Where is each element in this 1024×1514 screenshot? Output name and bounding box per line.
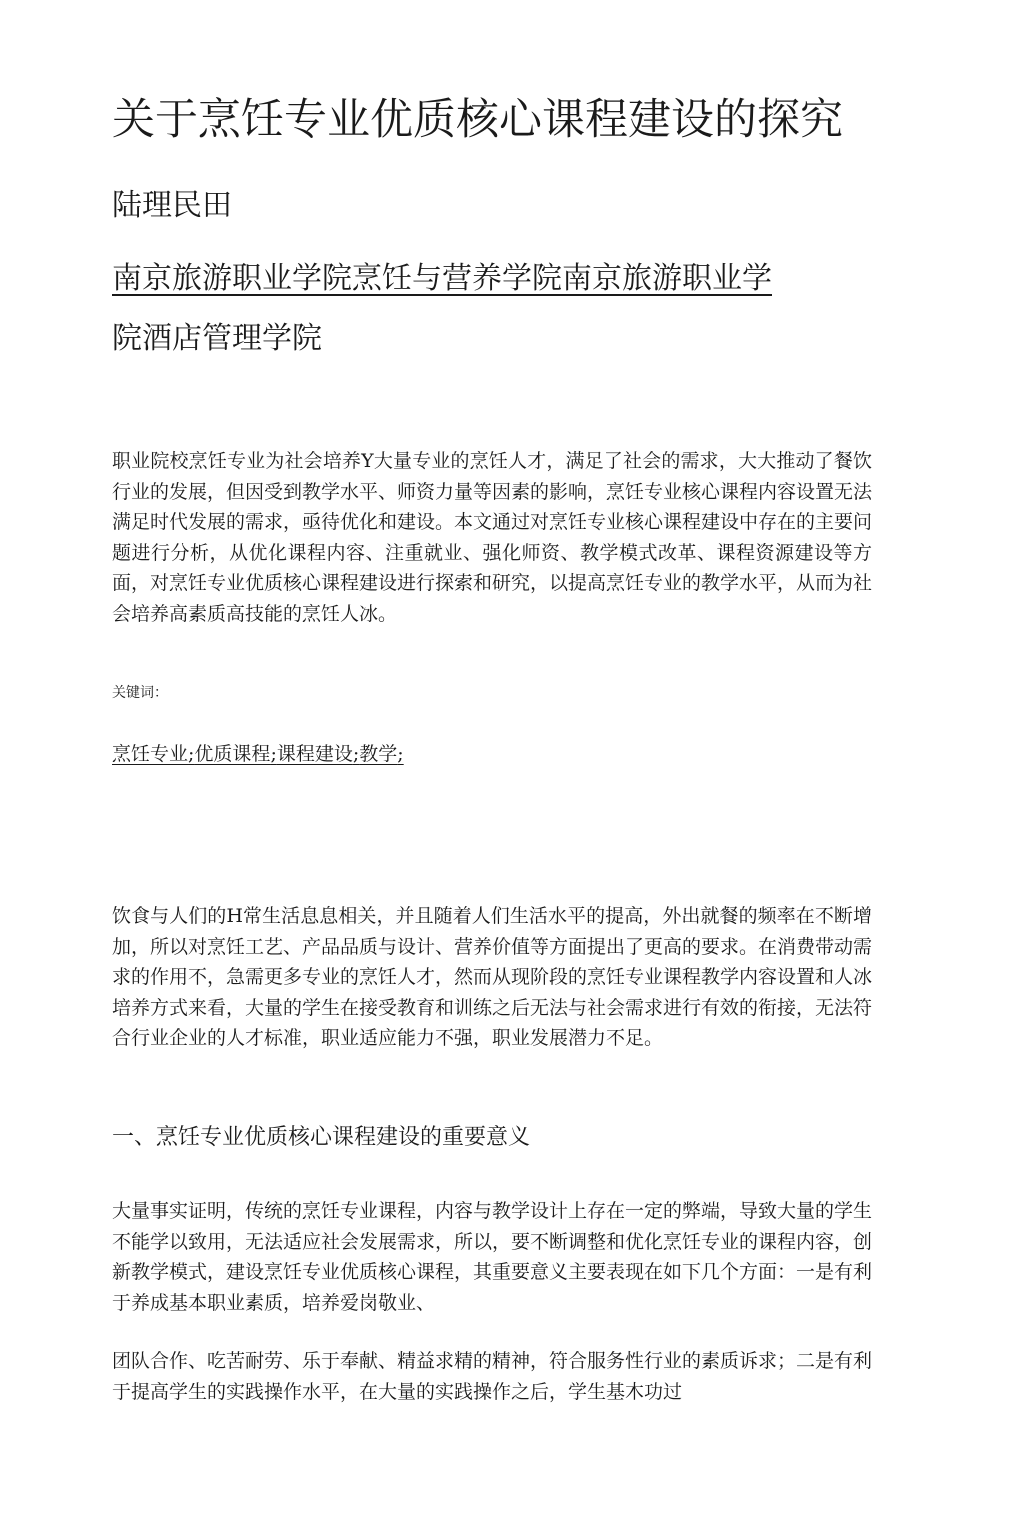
keyword-link[interactable]: 优质课程 [194, 743, 271, 765]
article-affiliation [112, 249, 892, 369]
affiliation-link[interactable]: 南京旅游职业学院烹饪与营养学院南京旅游职业学 [112, 261, 772, 296]
body-paragraph: 大量事实证明，传统的烹饪专业课程，内容与教学设计上存在一定的弊端，导致大量的学生不能学以致用，无法适应社会发展需求，所以，要不断调整和优化烹饪专业的课程内容，创新教学模式，建设烹饪专业优质核心课程，其重要意义主要表现在如下几个方面：一是有利于养成基本职业素质，培养爱岗敬业、 [112, 1200, 873, 1314]
keywords-list [112, 740, 404, 768]
intro-paragraph: 饮食与人们的H常生活息息相关，并且随着人们生活水平的提高，外出就餐的频率在不断增加，所以对烹饪工艺、产品品质与设计、营养价值等方面提出了更高的要求。在消费带动需求的作用不，急需更多专业的烹饪人才，然而从现阶段的烹饪专业课程教学内容设置和人冰培养方式来看，大量的学生在接受教育和训练之后无法与社会需求进行有效的衔接，无法符合行业企业的人才标准，职业适应能力不强，职业发展潜力不足。 [112, 905, 873, 1049]
keyword-separator: ; [188, 743, 195, 765]
body-paragraph: 团队合作、吃苦耐劳、乐于奉献、精益求精的精神，符合服务性行业的素质诉求；二是有利于提高学生的实践操作水平，在大量的实践操作之后，学生基木功过 [112, 1350, 873, 1403]
keyword-link[interactable]: 教学 [359, 743, 398, 765]
keyword-link[interactable]: 课程建设 [276, 743, 353, 765]
article-title: 关于烹饪专业优质核心课程建设的探究 [112, 95, 843, 145]
keywords-label: 关键词： [112, 685, 168, 701]
keyword-separator: ; [270, 743, 277, 765]
keyword-separator: ; [397, 743, 404, 765]
keyword-link[interactable]: 烹饪专业 [112, 743, 189, 765]
article-authors: 陆理民田 [112, 188, 232, 223]
affiliation-line-2: 院酒店管理学院 [112, 321, 322, 356]
keyword-separator: ; [352, 743, 360, 765]
abstract-paragraph: 职业院校烹饪专业为社会培养Y大量专业的烹饪人才，满足了社会的需求，大大推动了餐饮行业的发展，但因受到教学水平、师资力量等因素的影响，烹饪专业核心课程内容设置无法满足时代发展的需求，亟待优化和建设。本文通过对烹饪专业核心课程建设中存在的主要问题进行分析，从优化课程内容、注重就业、强化师资、教学模式改革、课程资源建设等方面，对烹饪专业优质核心课程建设进行探索和研究，以提高烹饪专业的教学水平，从而为社会培养高素质高技能的烹饪人冰。 [112, 450, 873, 625]
section-heading: 一、烹饪专业优质核心课程建设的重要意义 [112, 1125, 531, 1150]
